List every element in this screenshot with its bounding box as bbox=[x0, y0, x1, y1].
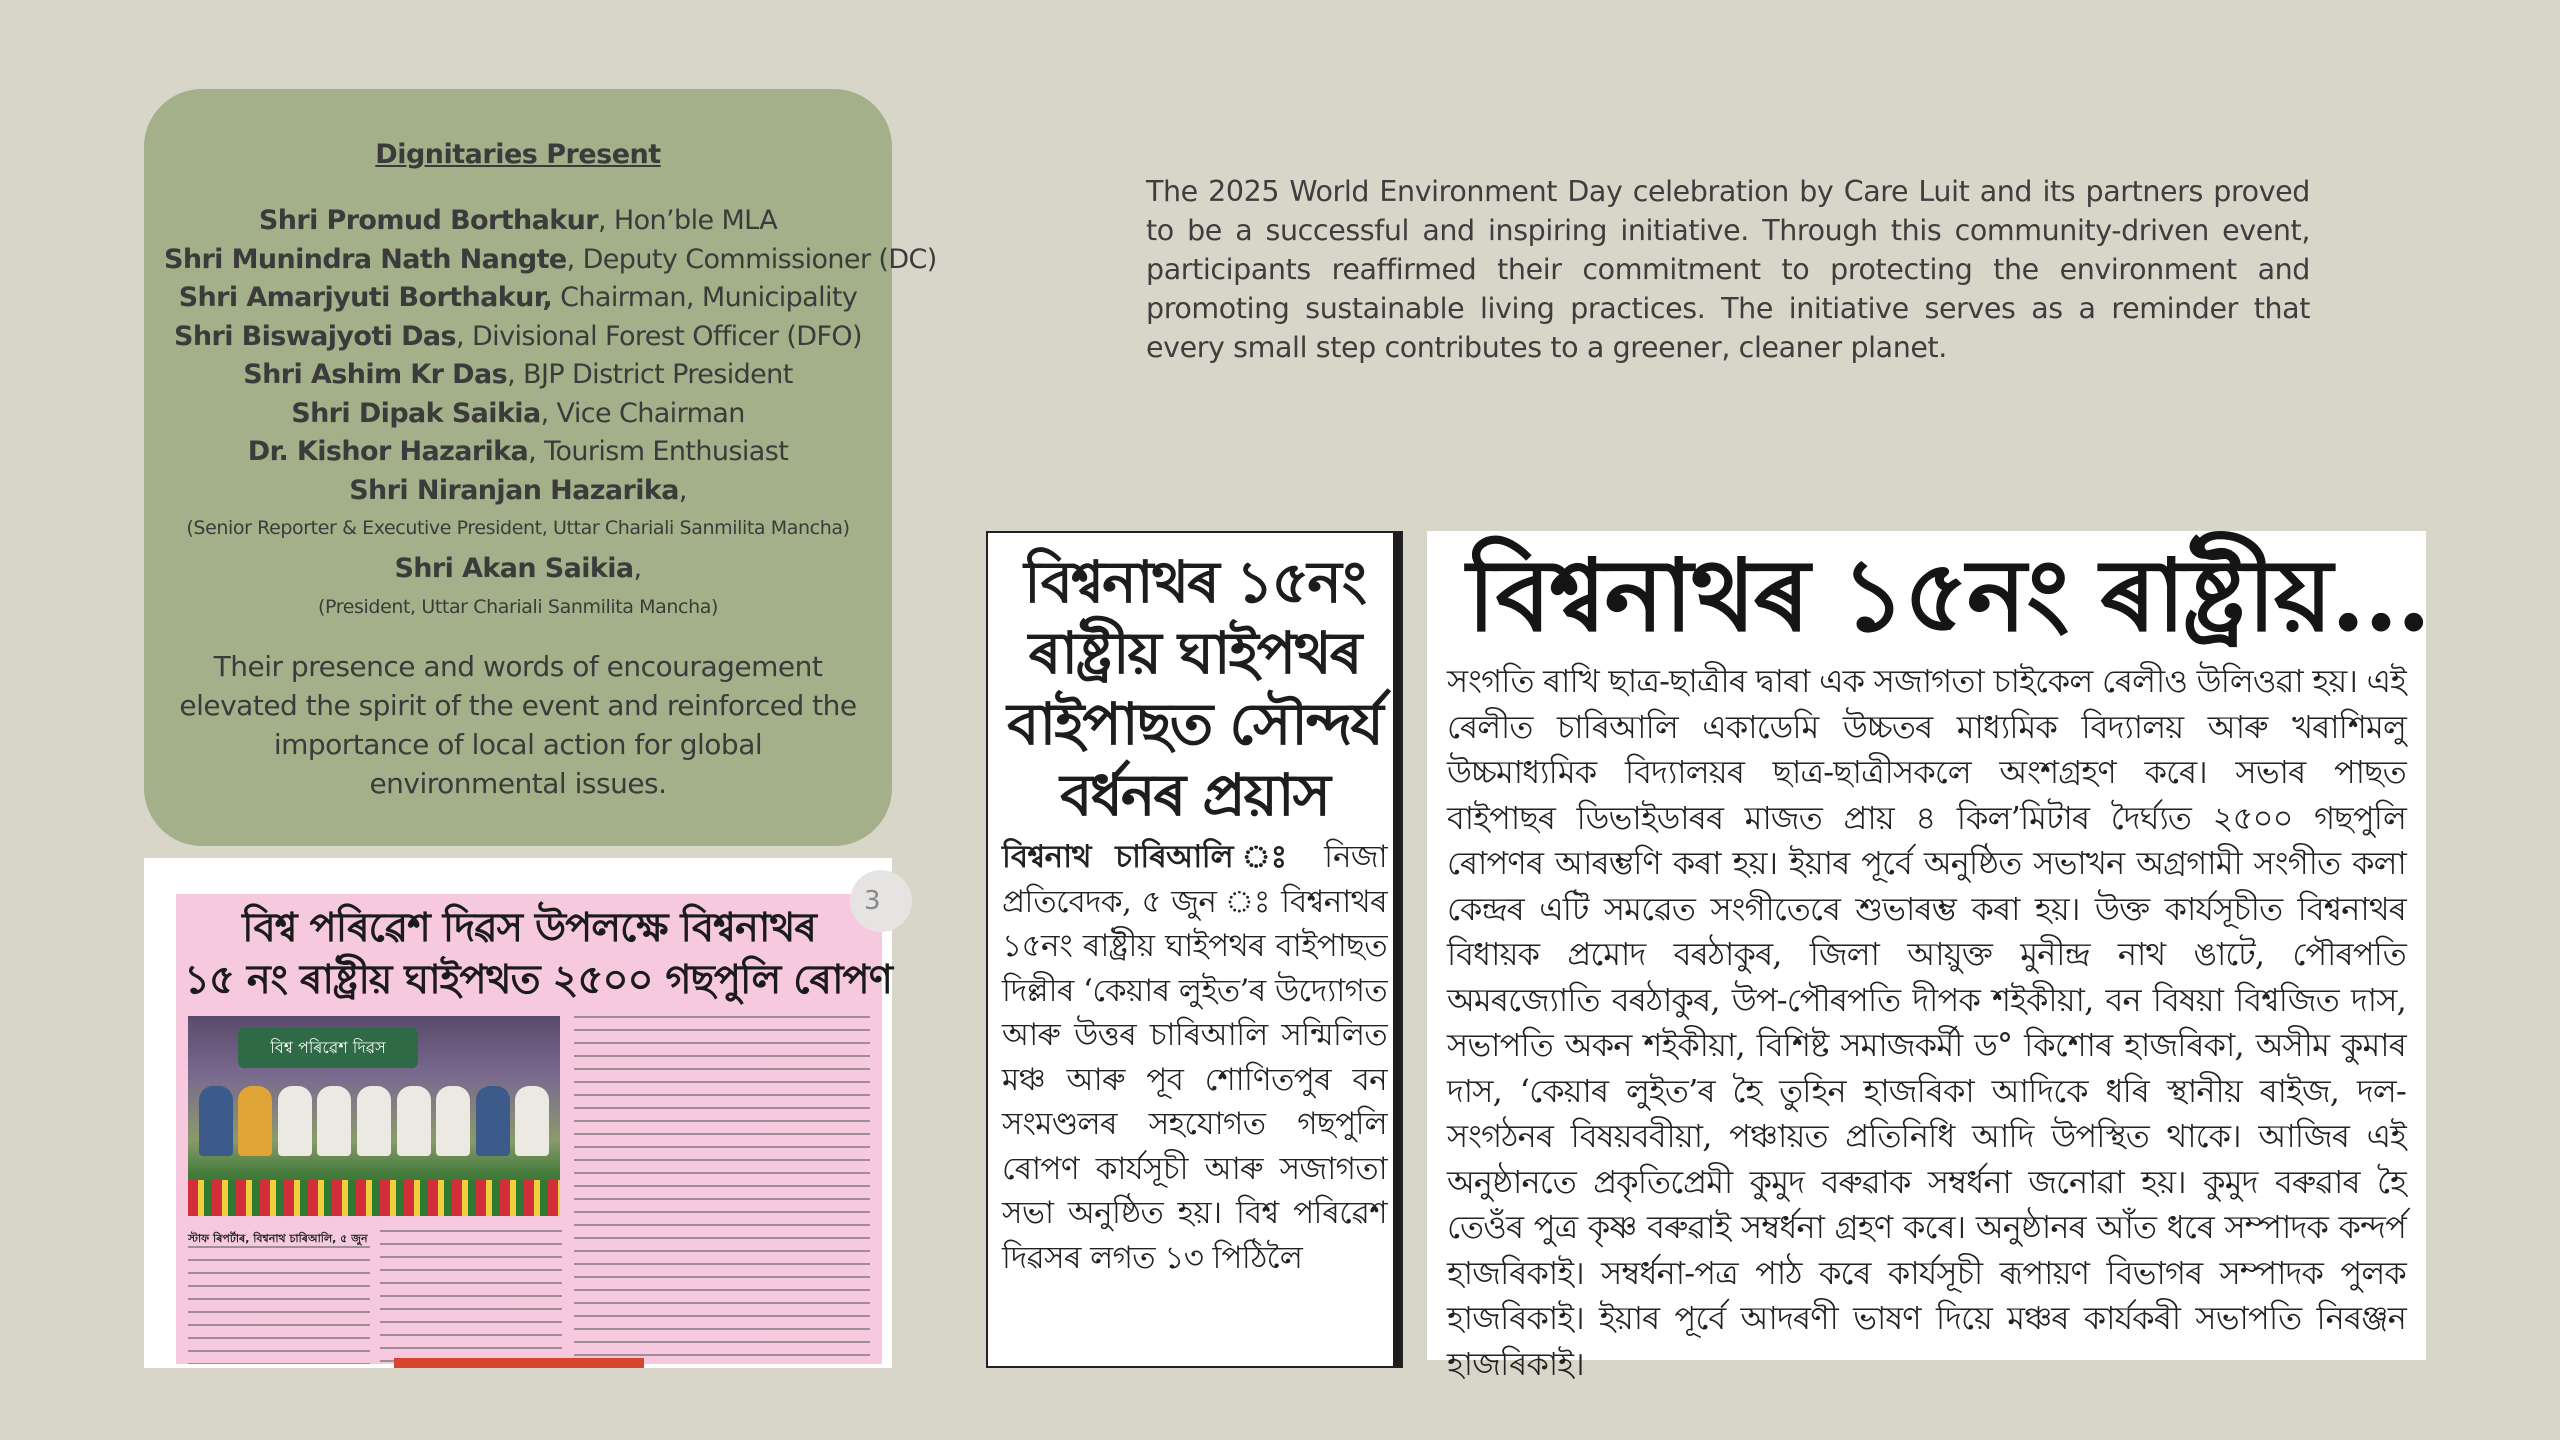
dignitaries-closing-text: Their presence and words of encouragement elevated the spirit of the event and reinforced the importance of local action for global environmental issues. bbox=[179, 649, 857, 800]
summary-paragraph: The 2025 World Environment Day celebration by Care Luit and its partners proved to be a successful and inspiring initiative. Through this community-driven event, participants reaffirmed their commitment to protecting the environment and promoting sustainable living practices. The initiative serves as a reminder that every small step contributes to a greener, cleaner planet. bbox=[1146, 175, 2310, 364]
dignitary-line: Shri Ashim Kr Das, BJP District President bbox=[243, 359, 793, 390]
newspaper-clipping-wide bbox=[1427, 531, 2430, 1383]
article-byline: স্টাফ ৰিপৰ্টাৰ, বিশ্বনাথ চাৰিআলি, ৫ জুন bbox=[188, 1232, 368, 1245]
red-bar bbox=[394, 1358, 644, 1368]
dignitary-line: Shri Biswajyoti Das, Divisional Forest Officer (DFO) bbox=[174, 320, 862, 352]
dignitaries-card bbox=[144, 89, 937, 846]
clipping-body: সংগতি ৰাখি ছাত্ৰ-ছাত্ৰীৰ দ্বাৰা এক সজাগতা চাইকেল ৰেলীও উলিওৱা হয়। এই ৰেলীত চাৰিআলি একাডেমি উচ্চতৰ মাধ্যমিক বিদ্যালয় আৰু খৰাশিমলু উচ্চমাধ্যমিক বিদ্যালয়ৰ ছাত্ৰ-ছাত্ৰীসকলে অংশগ্ৰহণ কৰে। সভাৰ পাছত বাইপাছৰ ডিভাইডাৰৰ মাজত প্ৰায় ৪ কিল’মিটাৰ দৈৰ্ঘ্যত ২৫০০ গছপুলি ৰোপণৰ আৰম্ভণি কৰা হয়। ইয়াৰ পূৰ্বে অনুষ্ঠিত সভাখন অগ্ৰগামী সংগীত কলা কেন্দ্ৰৰ এটি সমৱেত সংগীতেৰে শুভাৰম্ভ কৰা হয়। উক্ত কাৰ্যসূচীত বিশ্বনাথৰ বিধায়ক প্ৰমোদ বৰঠাকুৰ, জিলা আয়ুক্ত মুনীন্দ্ৰ নাথ ঙাটে, পৌৰপতি অমৰজ্যোতি বৰঠাকুৰ, উপ-পৌৰপতি দীপক শইকীয়া, বন বিষয়া বিশ্বজিত দাস, সভাপতি অকন শইকীয়া, বিশিষ্ট সমাজকৰ্মী ড° কিশোৰ হাজৰিকা, অসীম কুমাৰ দাস, ‘কেয়াৰ লুইত’ৰ হৈ তুহিন হাজৰিকা আদিকে ধৰি স্থানীয় ৰাইজ, দল-সংগঠনৰ বিষয়ববীয়া, পঞ্চায়ত প্ৰতিনিধি আদি উপস্থিত থাকে। আজিৰ এই অনুষ্ঠানতে প্ৰকৃতিপ্ৰেমী কুমুদ বৰুৱাক সম্বৰ্ধনা জনোৱা হয়। কুমুদ বৰুৱাৰ হৈ তেওঁৰ পুত্ৰ কৃষ্ণ বৰুৱাই সম্বৰ্ধনা গ্ৰহণ কৰে। অনুষ্ঠানৰ আঁত ধৰে সম্পাদক কন্দৰ্প হাজৰিকাই। সম্বৰ্ধনা-পত্ৰ পাঠ কৰে কাৰ্যসূচী ৰূপায়ণ বিভাগৰ সম্পাদক পুলক হাজৰিকাই। ইয়াৰ পূৰ্বে আদৰণী ভাষণ দিয়ে মঞ্চৰ কাৰ্যকৰী সভাপতি নিৰঞ্জন হাজৰিকাই। bbox=[1447, 662, 2406, 1383]
photo-people bbox=[196, 1086, 552, 1156]
newspaper-clipping-pink bbox=[144, 858, 892, 1368]
clipping-headline: বিশ্বনাথৰ ১৫নং ৰাষ্ট্ৰীয় ঘাইপথৰ বাইপাছত সৌন্দৰ্য বৰ্ধনৰ প্ৰয়াস bbox=[1007, 548, 1382, 829]
page-badge: 3 bbox=[850, 870, 912, 932]
dignitary-note: (Senior Reporter & Executive President, Uttar Chariali Sanmilita Mancha) bbox=[186, 517, 850, 539]
photo-banner: বিশ্ব পৰিৱেশ দিৱস bbox=[238, 1028, 418, 1068]
dignitary-line: Dr. Kishor Hazarika, Tourism Enthusiast bbox=[247, 436, 789, 467]
article-text-column bbox=[574, 1016, 870, 1364]
article-text-column bbox=[380, 1230, 562, 1364]
clipping-body: বিশ্বনাথ চাৰিআলি ঃ নিজা প্ৰতিবেদক, ৫ জুন ঃ বিশ্বনাথৰ ১৫নং ৰাষ্ট্ৰীয় ঘাইপথৰ বাইপাছত দিল্লীৰ ‘কেয়াৰ লুইত’ৰ উদ্যোগত আৰু উত্তৰ চাৰিআলি সন্মিলিত মঞ্চ আৰু পূব শোণিতপুৰ বন সংমণ্ডলৰ সহযোগত গছপুলি ৰোপণ কাৰ্যসূচী আৰু সজাগতা সভা অনুষ্ঠিত হয়। বিশ্ব পৰিৱেশ দিৱসৰ লগত ১৩ পিঠিলৈ bbox=[1002, 839, 1387, 1276]
clipping-headline: বিশ্ব পৰিৱেশ দিৱস উপলক্ষে বিশ্বনাথৰ ১৫ নং ৰাষ্ট্ৰীয় ঘাইপথত ২৫০০ গছপুলি ৰোপণ bbox=[184, 904, 892, 1003]
clipping-headline: বিশ্বনাথৰ ১৫নং ৰাষ্ট্ৰীয়... bbox=[1467, 536, 2430, 654]
dignitary-line: Shri Munindra Nath Nangte, Deputy Commissioner (DC) bbox=[164, 243, 937, 275]
article-text-column bbox=[188, 1246, 370, 1364]
dignitary-line: Shri Amarjyuti Borthakur, Chairman, Municipality bbox=[178, 282, 858, 313]
dignitaries-title: Dignitaries Present bbox=[375, 139, 661, 170]
newspaper-clipping-narrow bbox=[986, 531, 1403, 1368]
dignitary-line: Shri Dipak Saikia, Vice Chairman bbox=[291, 397, 745, 429]
photo-flowers bbox=[188, 1180, 560, 1216]
dignitary-line: Shri Niranjan Hazarika, bbox=[349, 474, 687, 506]
dignitary-line: Shri Promud Borthakur, Hon’ble MLA bbox=[258, 205, 778, 236]
column-rule bbox=[1393, 533, 1401, 1366]
event-photo bbox=[188, 1016, 560, 1216]
dignitary-line: Shri Akan Saikia, bbox=[394, 553, 642, 584]
dignitary-note: (President, Uttar Chariali Sanmilita Mancha) bbox=[318, 595, 718, 618]
